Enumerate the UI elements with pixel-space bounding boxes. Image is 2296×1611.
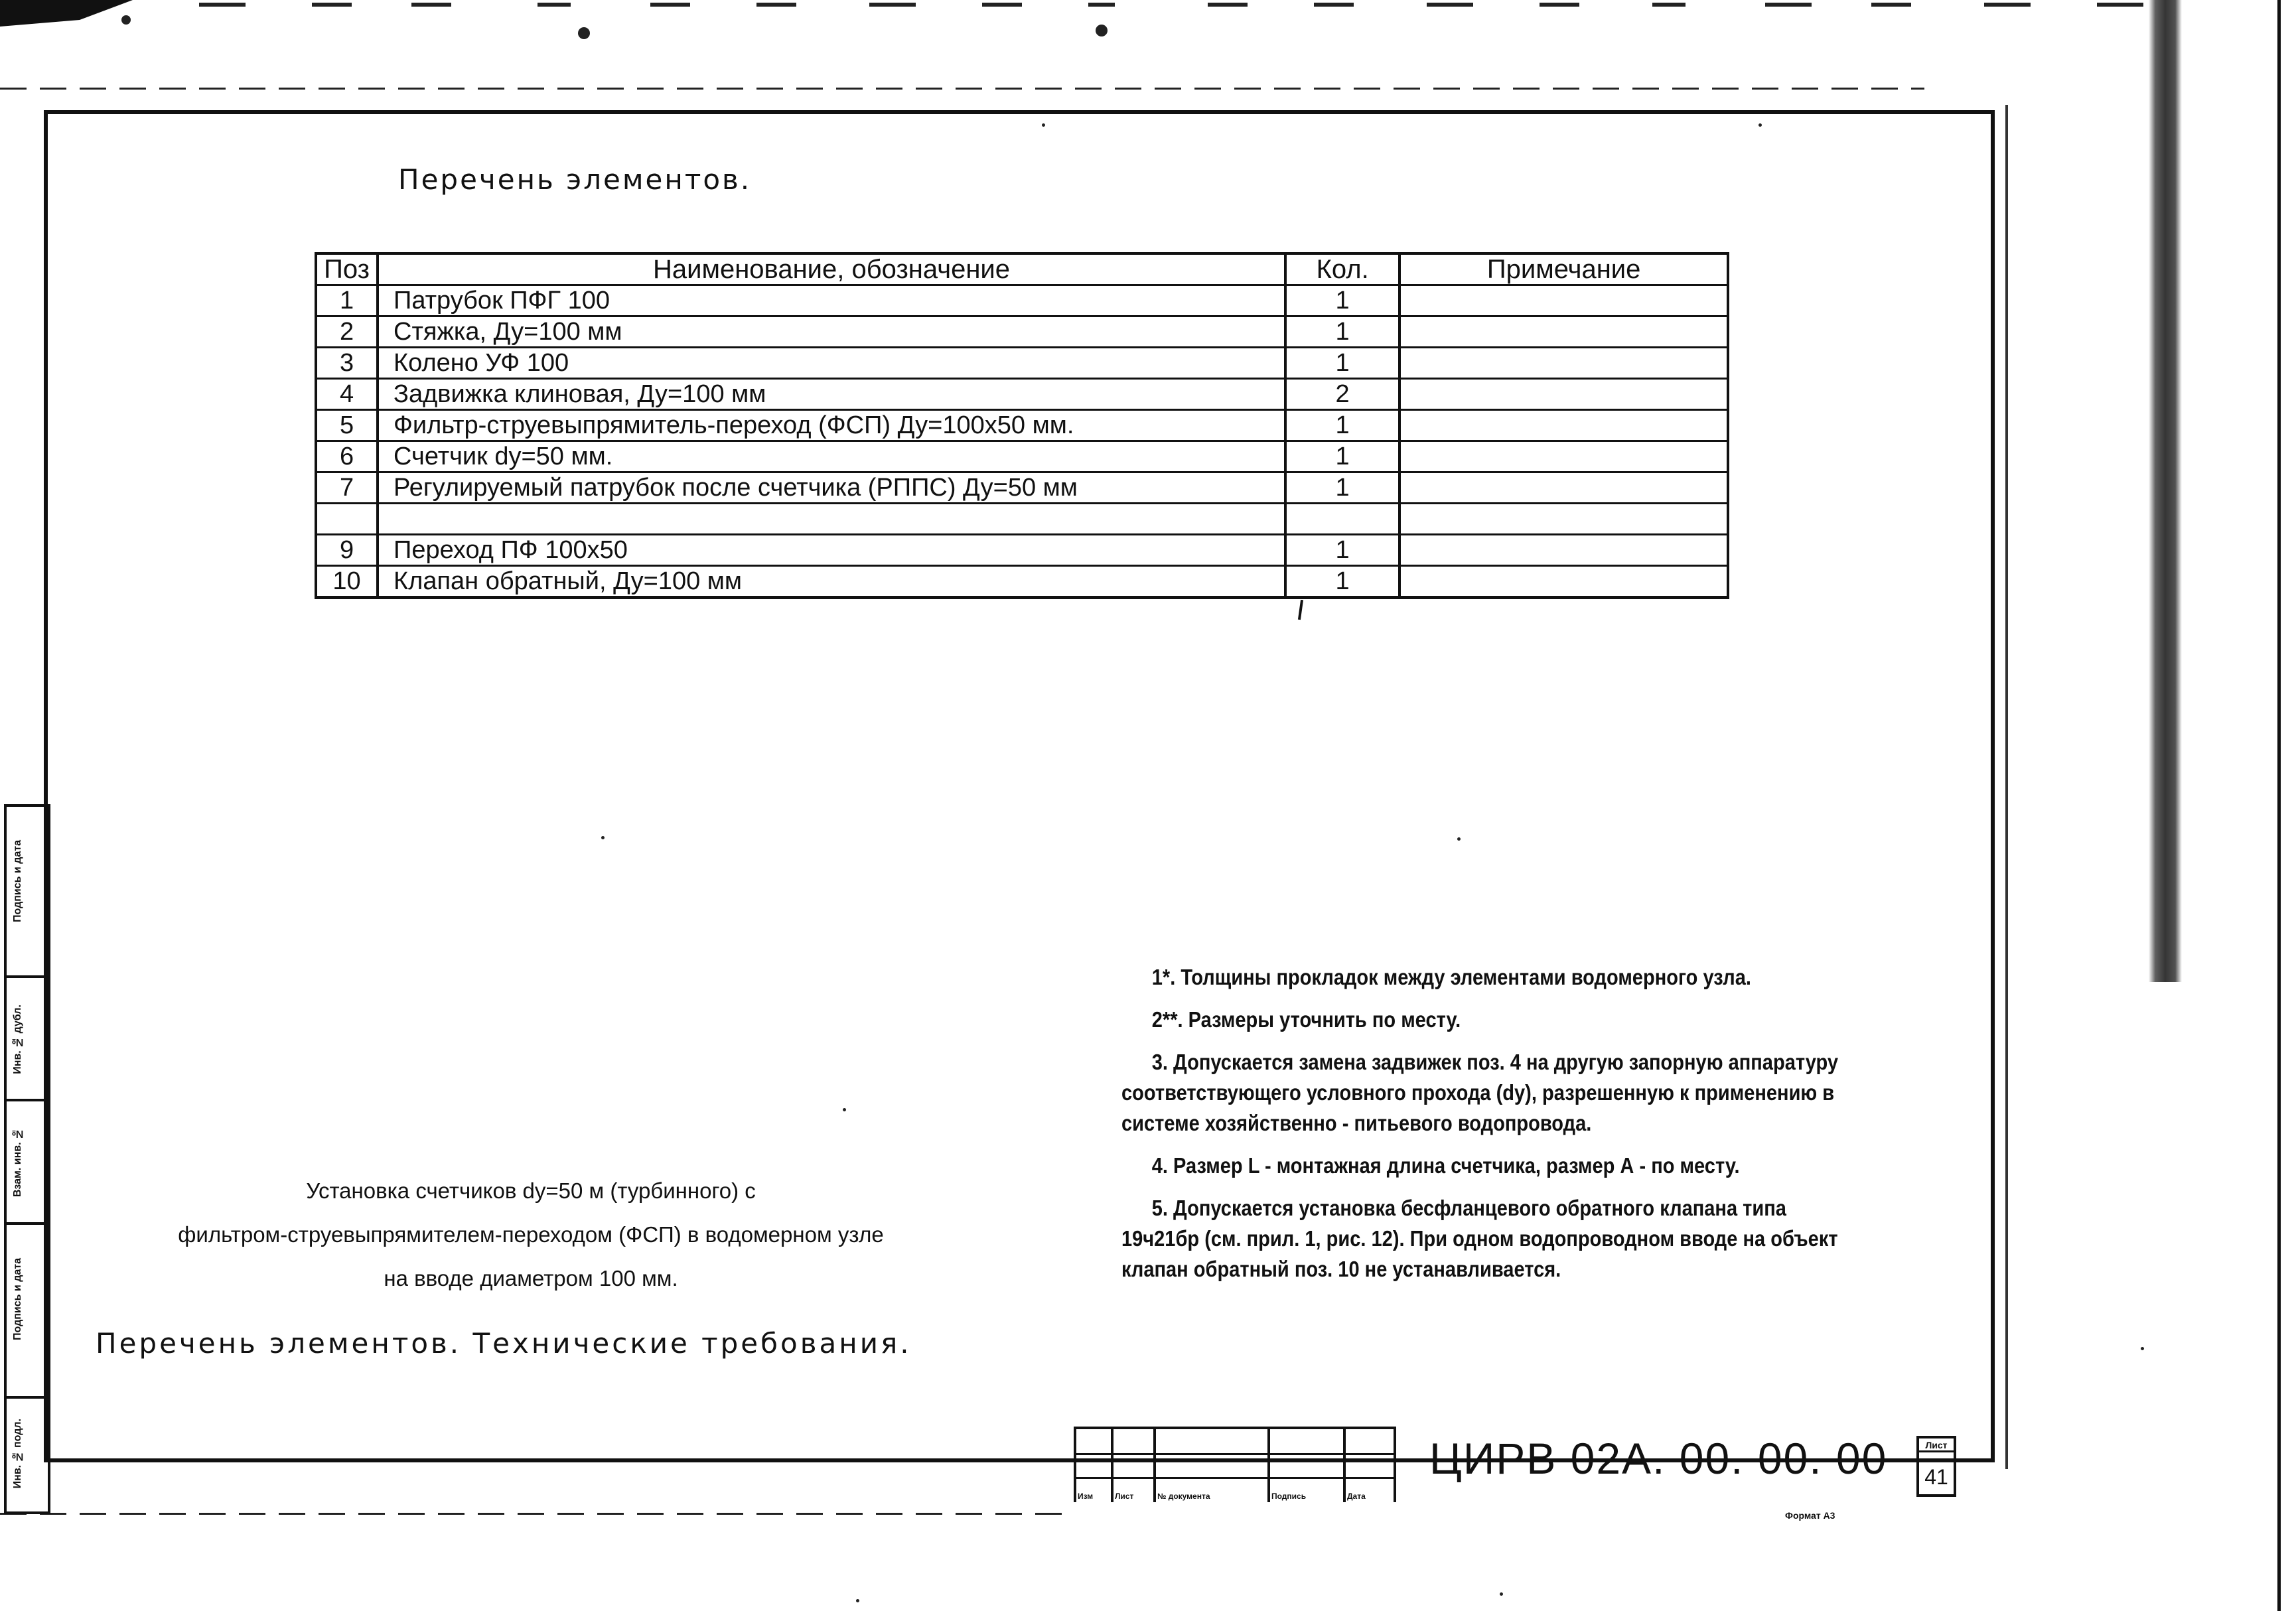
- revision-col: [1346, 1429, 1396, 1502]
- side-cell: [7, 1399, 48, 1511]
- side-label: Инв. № подл.: [12, 1419, 23, 1489]
- side-stamp-strip: [4, 804, 50, 1514]
- side-cell: [7, 1101, 48, 1225]
- cell-qty: [1285, 504, 1399, 535]
- cell-name: Фильтр-струевыпрямитель-переход (ФСП) Ду=100х50 мм.: [378, 410, 1285, 441]
- note-item: 1*. Толщины прокладок между элементами водомерного узла.: [1151, 965, 1751, 989]
- cell-qty: 1: [1285, 566, 1399, 598]
- note-item: 3. Допускается замена задвижек поз. 4 на другую запорную аппаратуру соответствующего условного прохода (dy), разрешенную к применению в системе хозяйственно - питьевого водопровода.: [1121, 1050, 1839, 1135]
- col-header-qty: Кол.: [1285, 253, 1399, 285]
- side-label: Инв. № дубл.: [12, 1005, 23, 1074]
- cell-name: Патрубок ПФГ 100: [378, 285, 1285, 316]
- scan-speck: [2141, 1347, 2144, 1350]
- cell-note: [1399, 379, 1728, 410]
- cell-note: [1399, 316, 1728, 348]
- table-row: [316, 379, 1728, 410]
- col-header-pos: Поз: [316, 253, 378, 285]
- cell-pos: 6: [316, 441, 378, 472]
- side-cell: [7, 807, 48, 978]
- scan-top-strip: [0, 0, 2296, 46]
- elements-table: [315, 252, 1729, 599]
- revision-col: [1076, 1429, 1113, 1502]
- cell-name: Задвижка клиновая, Ду=100 мм: [378, 379, 1285, 410]
- scan-speck: [843, 1108, 846, 1111]
- cell-qty: 1: [1285, 285, 1399, 316]
- scan-speck: [1042, 123, 1045, 127]
- cell-name: Клапан обратный, Ду=100 мм: [378, 566, 1285, 598]
- cell-qty: 1: [1285, 535, 1399, 566]
- table-row: [316, 316, 1728, 348]
- cell-note: [1399, 348, 1728, 379]
- cell-name: Стяжка, Ду=100 мм: [378, 316, 1285, 348]
- note-item: 4. Размер L - монтажная длина счетчика, размер А - по месту.: [1151, 1153, 1740, 1178]
- cell-qty: 1: [1285, 316, 1399, 348]
- revision-col: [1270, 1429, 1346, 1502]
- cell-pos: [316, 504, 378, 535]
- side-cell: [7, 1225, 48, 1399]
- cell-pos: 7: [316, 472, 378, 504]
- scan-edge-line: [2277, 0, 2281, 1611]
- cell-qty: 1: [1285, 348, 1399, 379]
- cell-pos: 1: [316, 285, 378, 316]
- note-item: 5. Допускается установка бесфланцевого обратного клапана типа 19ч21бр (см. прил. 1, рис. 12). При одном водопроводном вводе на объект клапан обратный поз. 10 не устанавливается.: [1121, 1196, 1838, 1281]
- sheet-number-box: [1916, 1436, 1956, 1497]
- sheet-label: Лист: [1919, 1440, 1954, 1452]
- technical-requirements: [1121, 962, 1857, 1296]
- scan-speck: [1457, 837, 1461, 841]
- cell-qty: 1: [1285, 410, 1399, 441]
- cell-pos: 10: [316, 566, 378, 598]
- revision-col: [1156, 1429, 1270, 1502]
- table-row: [316, 504, 1728, 535]
- caption-line: на вводе диаметром 100 мм.: [384, 1266, 678, 1291]
- cell-pos: 3: [316, 348, 378, 379]
- caption-line: Установка счетчиков dy=50 м (турбинного) с: [306, 1178, 756, 1203]
- sheet-number: 41: [1924, 1465, 1948, 1489]
- cell-note: [1399, 410, 1728, 441]
- cell-note: [1399, 472, 1728, 504]
- scan-speck: [1500, 1592, 1503, 1596]
- note-item: 2**. Размеры уточнить по месту.: [1151, 1007, 1461, 1032]
- revision-col-label: Подпись: [1271, 1492, 1307, 1501]
- cell-name: Переход ПФ 100х50: [378, 535, 1285, 566]
- revision-col-label: Дата: [1347, 1492, 1366, 1501]
- cell-pos: 4: [316, 379, 378, 410]
- cell-qty: 1: [1285, 441, 1399, 472]
- side-cell: [7, 978, 48, 1101]
- list-heading: Перечень элементов.: [398, 163, 752, 196]
- revision-grid: [1074, 1427, 1396, 1502]
- cell-note: [1399, 285, 1728, 316]
- cell-note: [1399, 566, 1728, 598]
- cut-line: [0, 88, 1924, 90]
- cell-pos: 5: [316, 410, 378, 441]
- revision-col-label: Изм: [1078, 1492, 1094, 1501]
- document-code: ЦИРВ 02А. 00. 00. 00: [1429, 1434, 1888, 1483]
- cell-note: [1399, 441, 1728, 472]
- cell-qty: 1: [1285, 472, 1399, 504]
- scan-speck: [601, 836, 605, 839]
- table-row: [316, 410, 1728, 441]
- drawing-caption: [100, 1169, 962, 1300]
- caption-line: фильтром-струевыпрямителем-переходом (ФСП) в водомерном узле: [178, 1222, 884, 1247]
- cell-name: Счетчик dy=50 мм.: [378, 441, 1285, 472]
- col-header-note: Примечание: [1399, 253, 1728, 285]
- revision-col: [1113, 1429, 1156, 1502]
- scan-speck: [1758, 123, 1762, 127]
- cell-note: [1399, 535, 1728, 566]
- cell-name: [378, 504, 1285, 535]
- cut-line: [0, 1513, 1062, 1515]
- table-row: [316, 535, 1728, 566]
- side-label: Подпись и дата: [12, 840, 23, 922]
- side-label: Подпись и дата: [12, 1258, 23, 1340]
- paper-format: Формат А3: [1785, 1510, 1835, 1521]
- cell-name: Регулируемый патрубок после счетчика (РППС) Ду=50 мм: [378, 472, 1285, 504]
- title-block: [1074, 1427, 1963, 1502]
- cell-pos: 2: [316, 316, 378, 348]
- table-row: [316, 472, 1728, 504]
- revision-col-label: Лист: [1115, 1492, 1134, 1501]
- table-header-row: [316, 253, 1728, 285]
- scan-edge-shadow: [2149, 0, 2182, 982]
- cell-qty: 2: [1285, 379, 1399, 410]
- scan-speck: [856, 1599, 859, 1602]
- table-row: [316, 566, 1728, 598]
- revision-col-label: № документа: [1157, 1492, 1210, 1501]
- cell-pos: 9: [316, 535, 378, 566]
- table-row: [316, 441, 1728, 472]
- side-label: Взам. инв. №: [12, 1128, 23, 1198]
- col-header-name: Наименование, обозначение: [378, 253, 1285, 285]
- table-row: [316, 348, 1728, 379]
- sheet-subtitle: Перечень элементов. Технические требования.: [96, 1327, 912, 1360]
- cell-name: Колено УФ 100: [378, 348, 1285, 379]
- cell-note: [1399, 504, 1728, 535]
- table-row: [316, 285, 1728, 316]
